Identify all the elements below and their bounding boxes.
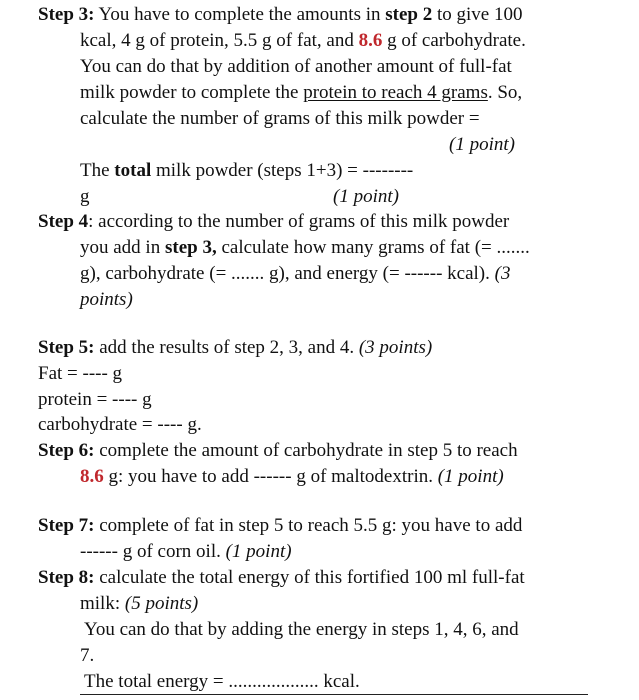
step3-total-unit: g: [80, 186, 90, 207]
step6-line2: 8.6 g: you have to add ------ g of maltodextrin. (1 point): [80, 466, 504, 487]
step4-line2: you add in step 3, calculate how many grams of fat (= .......: [80, 237, 530, 258]
step6-label: Step 6:: [38, 440, 95, 461]
step3-label: Step 3:: [38, 4, 95, 25]
step3-line4: milk powder to complete the protein to reach 4 grams. So,: [80, 82, 523, 103]
step7-label: Step 7:: [38, 515, 95, 536]
step6-target-value: 8.6: [80, 466, 104, 487]
step3-line1: Step 3: You have to complete the amounts in step 2 to give 100: [38, 4, 523, 25]
step8-line1: Step 8: calculate the total energy of this fortified 100 ml full-fat: [38, 567, 525, 588]
step5-label: Step 5:: [38, 337, 95, 358]
step7-line2: ------ g of corn oil. (1 point): [80, 541, 292, 562]
step5-carbohydrate: carbohydrate = ---- g.: [38, 414, 202, 435]
protein-goal-underlined: protein to reach 4 grams: [303, 82, 488, 103]
step3-line3: You can do that by addition of another amount of full-fat: [80, 56, 512, 77]
target-carbohydrate-value: 8.6: [358, 30, 383, 51]
step4-line4: points): [80, 289, 133, 310]
step8-total-energy: The total energy = ................... kcal.: [84, 671, 360, 692]
step8-label: Step 8:: [38, 567, 95, 588]
step3-line5: calculate the number of grams of this milk powder =: [80, 108, 480, 129]
step3-line2: kcal, 4 g of protein, 5.5 g of fat, and 8.6 g of carbohydrate.: [80, 30, 526, 51]
step8-line4: 7.: [80, 645, 95, 666]
step3-total-line: The total milk powder (steps 1+3) = --------: [80, 160, 414, 181]
step4-line3: g), carbohydrate (= ....... g), and energy (= ------ kcal). (3: [80, 263, 511, 284]
step5-protein: protein = ---- g: [38, 389, 152, 410]
answer-underline: [80, 694, 588, 695]
step3-points-1: (1 point): [449, 134, 515, 155]
step7-line1: Step 7: complete of fat in step 5 to reach 5.5 g: you have to add: [38, 515, 523, 536]
step5-fat: Fat = ---- g: [38, 363, 123, 384]
step4-line1: Step 4: according to the number of grams of this milk powder: [38, 211, 510, 232]
step8-line2: milk: (5 points): [80, 593, 199, 614]
step8-line3: You can do that by adding the energy in steps 1, 4, 6, and: [84, 619, 519, 640]
step5-line: Step 5: add the results of step 2, 3, and 4. (3 points): [38, 337, 433, 358]
step3-points-2: (1 point): [333, 186, 399, 207]
step4-label: Step 4: [38, 211, 89, 232]
step6-line1: Step 6: complete the amount of carbohydrate in step 5 to reach: [38, 440, 518, 461]
